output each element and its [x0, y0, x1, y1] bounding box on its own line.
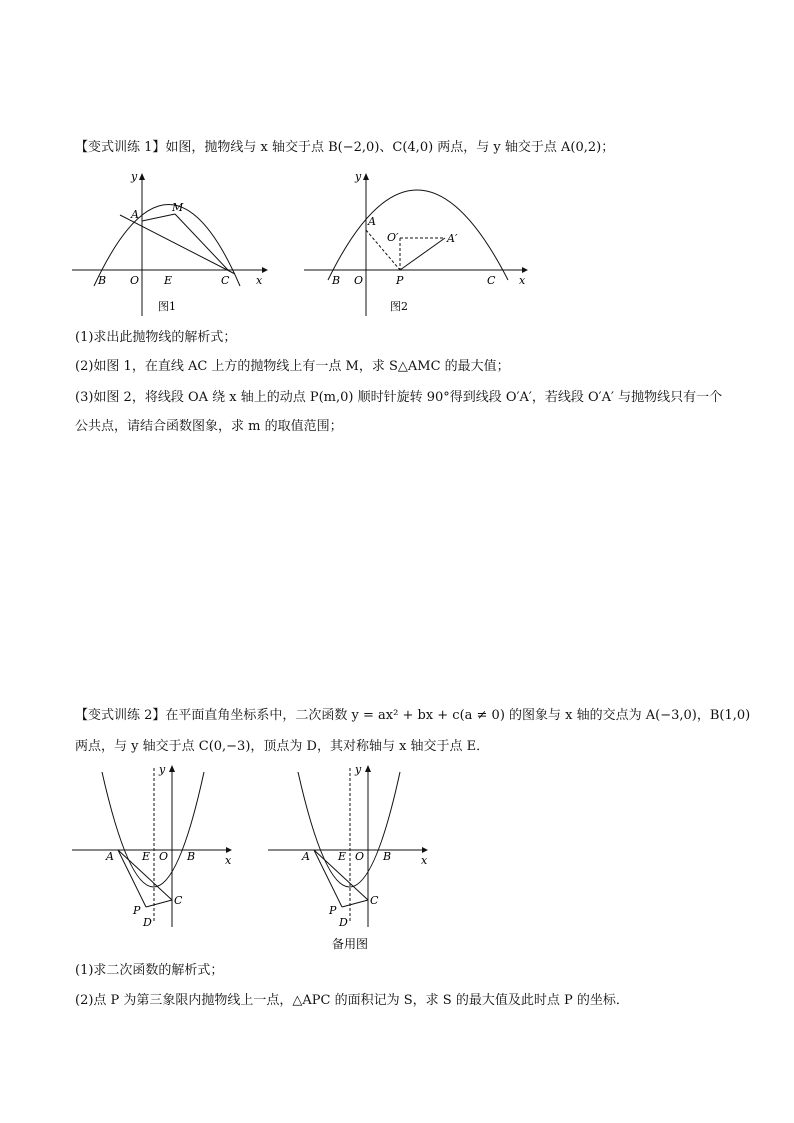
- fig2-label-B: B: [332, 274, 341, 287]
- problem1-q3-line2: 公共点，请结合函数图象，求 m 的取值范围；: [75, 419, 343, 434]
- fig2-label-A: A: [368, 215, 376, 228]
- fig1-line-AM: [142, 214, 175, 221]
- fig1-label-A: A: [131, 208, 139, 221]
- fig2-label-C: C: [487, 274, 496, 287]
- fig4-label-E: E: [338, 850, 347, 863]
- fig4-parabola: [298, 772, 400, 887]
- fig4-caption: 备用图: [332, 937, 369, 951]
- problem2-header-line1: 【变式训练 2】在平面直角坐标系中，二次函数 y = ax² + bx + c(a ≠ 0) 的图象与 x 轴的交点为 A(−3,0)，B(1,0): [75, 708, 751, 723]
- fig2-label-x: x: [519, 274, 526, 287]
- fig1-line-AC: [120, 215, 235, 274]
- fig4-y-arrow: [365, 765, 371, 772]
- fig4-label-C: C: [370, 894, 379, 907]
- figure-2: [300, 168, 530, 318]
- fig4-label-P: P: [329, 904, 337, 917]
- fig3-label-x: x: [225, 854, 232, 867]
- fig2-label-A-prime: A′: [447, 232, 458, 245]
- fig2-segment-A'P: [400, 238, 445, 270]
- fig4-label-O: O: [355, 850, 365, 863]
- fig1-line-MC: [175, 214, 228, 270]
- fig2-label-P: P: [396, 274, 404, 287]
- fig4-line-PC: [342, 900, 368, 907]
- problem1-header: 【变式训练 1】如图，抛物线与 x 轴交于点 B(−2,0)、C(4,0) 两点，与 y 轴交于点 A(0,2)；: [75, 140, 615, 155]
- fig2-label-O: O: [354, 274, 364, 287]
- fig1-label-C: C: [221, 274, 230, 287]
- fig3-label-P: P: [133, 904, 141, 917]
- fig2-label-y: y: [355, 170, 362, 183]
- fig3-parabola: [102, 772, 204, 887]
- fig2-parabola: [328, 190, 508, 280]
- fig3-label-O: O: [159, 850, 169, 863]
- fig4-label-A: A: [302, 850, 310, 863]
- fig2-caption: 图2: [390, 300, 408, 313]
- fig3-line-PC: [146, 900, 172, 907]
- fig3-label-B: B: [187, 850, 196, 863]
- problem2-q1: (1)求二次函数的解析式；: [75, 963, 224, 978]
- fig1-x-arrow: [262, 267, 268, 273]
- fig3-label-D: D: [143, 916, 152, 929]
- fig1-label-E: E: [164, 274, 173, 287]
- fig2-label-O-prime: O′: [387, 231, 399, 244]
- fig1-label-O: O: [130, 274, 140, 287]
- fig2-y-arrow: [363, 173, 369, 180]
- fig2-x-arrow: [522, 267, 528, 273]
- problem1-q2: (2)如图 1，在直线 AC 上方的抛物线上有一点 M，求 S△AMC 的最大值；: [75, 359, 510, 374]
- fig3-label-C: C: [174, 894, 183, 907]
- figure-1: [70, 168, 270, 318]
- fig1-caption: 图1: [158, 300, 176, 313]
- fig4-label-D: D: [339, 916, 348, 929]
- fig1-label-x: x: [256, 274, 263, 287]
- fig1-label-M: M: [172, 201, 184, 214]
- problem1-q3-line1: (3)如图 2，将线段 OA 绕 x 轴上的动点 P(m,0) 顺时针旋转 90°得到线段 O′A′，若线段 O′A′ 与抛物线只有一个: [75, 390, 723, 405]
- fig3-label-E: E: [142, 850, 151, 863]
- problem2-q2: (2)点 P 为第三象限内抛物线上一点，△APC 的面积记为 S，求 S 的最大值及此时点 P 的坐标．: [75, 993, 629, 1008]
- fig4-label-x: x: [421, 854, 428, 867]
- fig1-y-arrow: [139, 173, 145, 180]
- figure-3: [70, 762, 240, 932]
- problem1-q1: (1)求出此抛物线的解析式；: [75, 330, 237, 345]
- problem2-header-line2: 两点，与 y 轴交于点 C(0,−3)，顶点为 D，其对称轴与 x 轴交于点 E．: [75, 739, 490, 754]
- fig4-label-y: y: [355, 763, 362, 776]
- fig3-x-arrow: [226, 847, 232, 853]
- fig4-label-B: B: [383, 850, 392, 863]
- fig3-y-arrow: [169, 765, 175, 772]
- fig1-label-y: y: [131, 170, 138, 183]
- figure-4: [266, 762, 436, 954]
- fig3-label-A: A: [106, 850, 114, 863]
- fig4-x-arrow: [422, 847, 428, 853]
- fig3-label-y: y: [159, 763, 166, 776]
- fig1-label-B: B: [98, 274, 107, 287]
